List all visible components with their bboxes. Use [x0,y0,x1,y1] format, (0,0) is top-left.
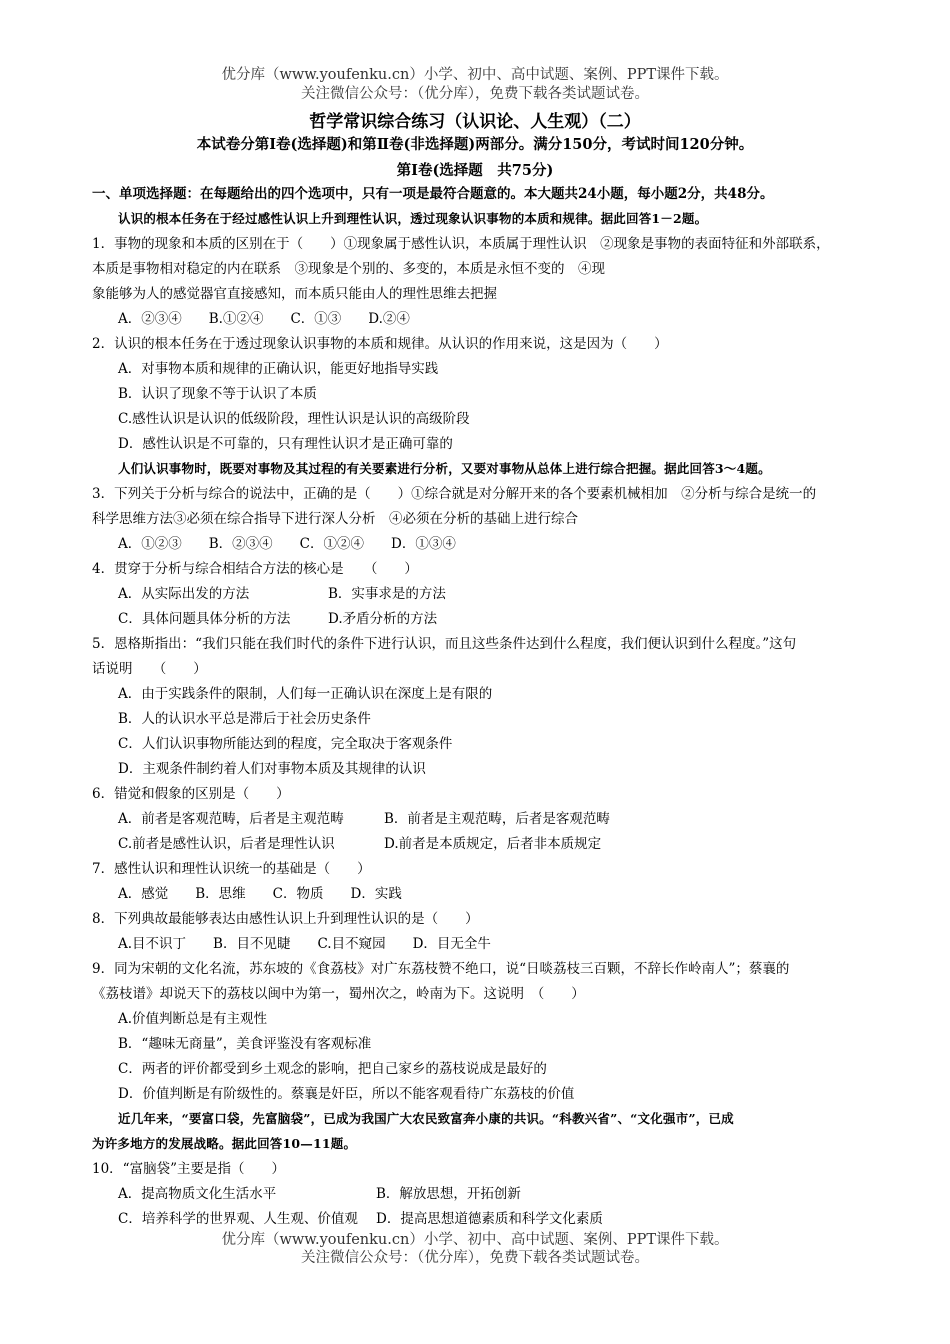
q1-line-2: 本质是事物相对稳定的内在联系 ③现象是个别的、多变的，本质是永恒不变的 ④现 [92,261,605,277]
q3-options: A．①②③ B．②③④ C．①②④ D．①③④ [118,536,456,552]
q4-options-cd [118,609,868,629]
q6-option-c: C.前者是感性认识，后者是理性认识 [118,836,335,852]
q5-option-c: C．人们认识事物所能达到的程度，完全取决于客观条件 [118,736,453,752]
q3-line-2: 科学思维方法③必须在综合指导下进行深人分析 ④必须在分析的基础上进行综合 [92,511,578,527]
q8-stem: 8．下列典故最能够表达由感性认识上升到理性认识的是（ ） [92,911,479,927]
exam-intro: 本试卷分第Ⅰ卷(选择题)和第Ⅱ卷(非选择题)两部分。满分150分，考试时间120分钟。 [196,136,754,153]
q6-option-a: A．前者是客观范畴，后者是主观范畴 [118,811,344,827]
q2-option-c: C.感性认识是认识的低级阶段，理性认识是认识的高级阶段 [118,411,470,427]
q4-option-b: B．实事求是的方法 [328,586,446,602]
material-1: 认识的根本任务在于经过感性认识上升到理性认识，透过现象认识事物的本质和规律。据此回答1－2题。 [118,211,708,226]
page-title: 哲学常识综合练习（认识论、人生观）（二） [309,112,641,132]
q7-options: A．感觉 B．思维 C．物质 D．实践 [118,886,402,902]
material-3-line-2: 为许多地方的发展战略。据此回答10—11题。 [92,1136,357,1151]
q10-options-cd [118,1209,868,1229]
material-2: 人们认识事物时，既要对事物及其过程的有关要素进行分析，又要对事物从总体上进行综合把握。据此回答3～4题。 [118,461,771,476]
q9-line-2: 《荔枝谱》却说天下的荔枝以闽中为第一，蜀州次之，岭南为下。这说明 （ ） [92,986,585,1002]
q5-line-1: 5．恩格斯指出：“我们只能在我们时代的条件下进行认识，而且这些条件达到什么程度，我们便认识到什么程度。”这句 [92,636,797,652]
q9-option-a: A.价值判断总是有主观性 [118,1011,268,1027]
header-line-2: 关注微信公众号：（优分库），免费下载各类试题试卷。 [301,86,649,102]
q6-stem: 6．错觉和假象的区别是（ ） [92,786,290,802]
q6-option-d: D.前者是本质规定，后者非本质规定 [384,836,602,852]
q5-option-d: D．主观条件制约着人们对事物本质及其规律的认识 [118,761,426,777]
q5-option-a: A．由于实践条件的限制，人们每一正确认识在深度上是有限的 [118,686,493,702]
q6-options-ab [118,809,868,829]
footer-line-2: 关注微信公众号：（优分库），免费下载各类试题试卷。 [301,1250,649,1266]
q5-line-2: 话说明 （ ） [92,661,207,677]
q10-stem: 10．“富脑袋”主要是指（ ） [92,1161,285,1177]
q10-option-a: A．提高物质文化生活水平 [118,1186,277,1202]
q2-stem: 2．认识的根本任务在于透过现象认识事物的本质和规律。从认识的作用来说，这是因为（ ） [92,336,668,352]
q4-option-c: C．具体问题具体分析的方法 [118,611,291,627]
q10-option-c: C．培养科学的世界观、人生观、价值观 [118,1211,358,1227]
q10-option-d: D．提高思想道德素质和科学文化素质 [376,1211,603,1227]
q4-option-a: A．从实际出发的方法 [118,586,250,602]
material-3-line-1: 近几年来，“要富口袋，先富脑袋”，已成为我国广大农民致富奔小康的共识。“科教兴省”、“文化强市”，已成 [118,1111,734,1126]
q2-option-a: A．对事物本质和规律的正确认识，能更好地指导实践 [118,361,439,377]
footer-line-1: 优分库（www.youfenku.cn）小学、初中、高中试题、案例、PPT课件下载。 [221,1232,729,1248]
q1-line-3: 象能够为人的感觉器官直接感知，而本质只能由人的理性思维去把握 [92,286,497,302]
q10-options-ab [118,1184,868,1204]
q2-option-b: B．认识了现象不等于认识了本质 [118,386,317,402]
q9-line-1: 9．同为宋朝的文化名流，苏东坡的《食荔枝》对广东荔枝赞不绝口，说“日啖荔枝三百颗，不辞长作岭南人”；蔡襄的 [92,961,790,977]
q9-option-b: B．“趣味无商量”，美食评鉴没有客观标准 [118,1036,372,1052]
q2-option-d: D．感性认识是不可靠的，只有理性认识才是正确可靠的 [118,436,453,452]
q6-option-b: B．前者是主观范畴，后者是客观范畴 [384,811,610,827]
q6-options-cd [118,834,868,854]
q10-option-b: B．解放思想，开拓创新 [376,1186,521,1202]
q1-options: A．②③④ B.①②④ C．①③ D.②④ [118,311,410,327]
q8-options: A.目不识丁 B．目不见睫 C.目不窥园 D．目无全牛 [118,936,491,952]
q4-options-ab [118,584,868,604]
section-title: 第Ⅰ卷(选择题 共75分) [396,162,554,179]
q4-stem: 4．贯穿于分析与综合相结合方法的核心是 （ ） [92,561,418,577]
q5-option-b: B．人的认识水平总是滞后于社会历史条件 [118,711,371,727]
q4-option-d: D.矛盾分析的方法 [328,611,438,627]
q7-stem: 7．感性认识和理性认识统一的基础是（ ） [92,861,371,877]
header-line-1: 优分库（www.youfenku.cn）小学、初中、高中试题、案例、PPT课件下载。 [221,67,729,83]
q1-line-1: 1．事物的现象和本质的区别在于（ ）①现象属于感性认识，本质属于理性认识 ②现象是事物的表面特征和外部联系， [92,236,830,252]
q9-option-d: D．价值判断是有阶级性的。蔡襄是奸臣，所以不能客观看待广东荔枝的价值 [118,1086,575,1102]
instructions: 一、单项选择题：在每题给出的四个选项中，只有一项是最符合题意的。本大题共24小题，每小题2分，共48分。 [92,186,774,202]
q3-line-1: 3．下列关于分析与综合的说法中，正确的是（ ）①综合就是对分解开来的各个要素机械相加 ②分析与综合是统一的 [92,486,817,502]
q9-option-c: C．两者的评价都受到乡土观念的影响，把自己家乡的荔枝说成是最好的 [118,1061,547,1077]
